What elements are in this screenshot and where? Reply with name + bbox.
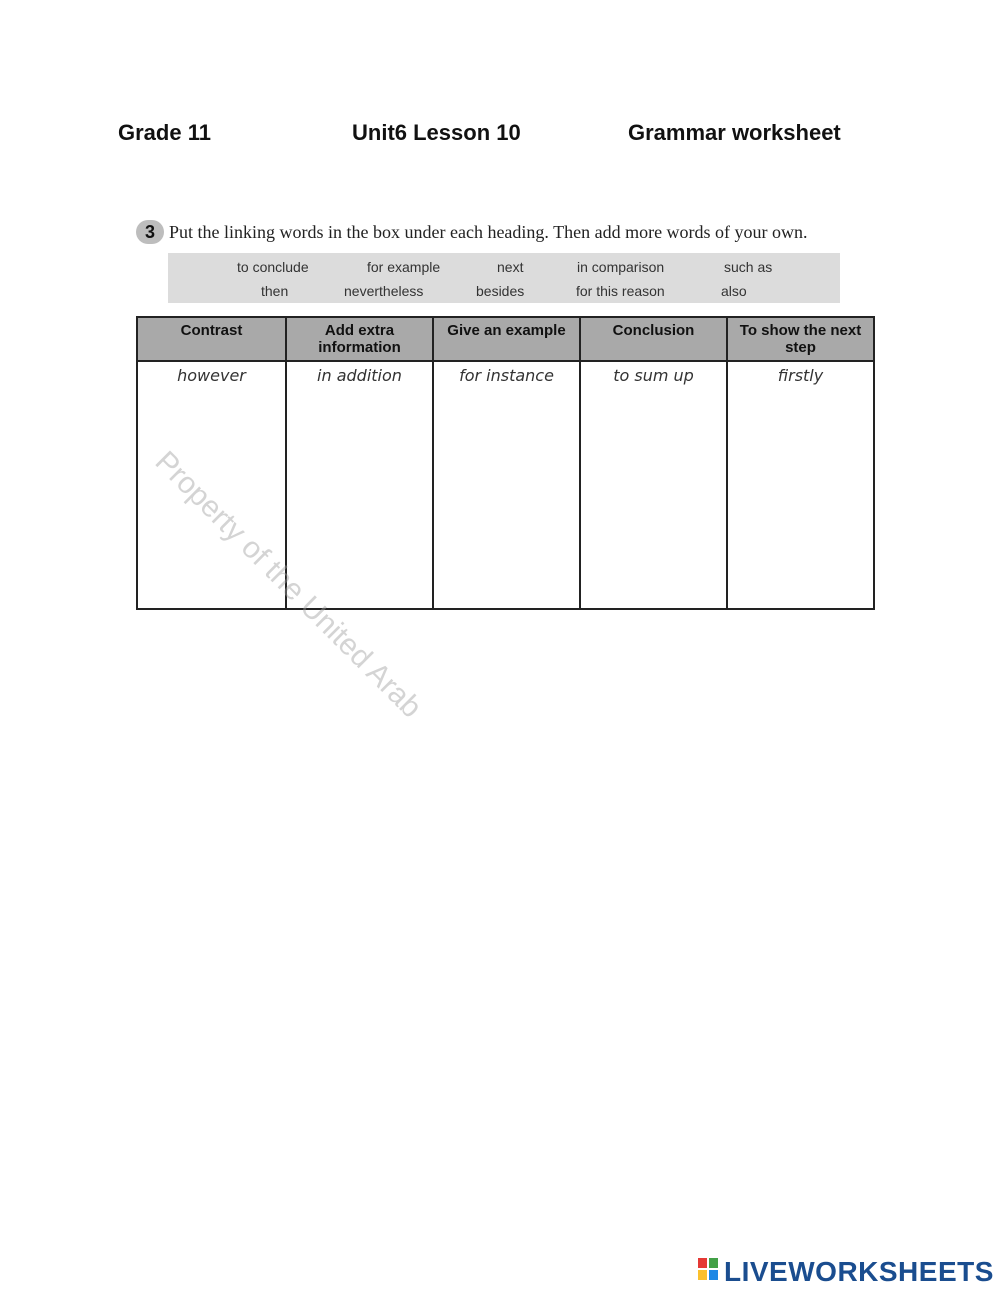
column-to-show-the-next-step: [728, 318, 873, 608]
unit-lesson-label: Unit6 Lesson 10: [352, 120, 521, 145]
word-box-item: for example: [367, 259, 441, 275]
column-example-answer[interactable]: firstly: [777, 366, 824, 385]
property-watermark: Property of the United Arab: [148, 444, 428, 725]
exercise-number-badge: 3: [136, 220, 164, 244]
word-box-item: nevertheless: [344, 283, 424, 299]
column-example-answer[interactable]: for instance: [459, 366, 554, 385]
word-box-item: such as: [724, 259, 773, 275]
word-box-item: besides: [476, 283, 525, 299]
worksheet-header: [0, 120, 1000, 150]
column-heading: To show the next step: [728, 318, 873, 362]
word-box-item: to conclude: [237, 259, 309, 275]
word-box-item: next: [497, 259, 524, 275]
column-example-answer[interactable]: however: [177, 366, 246, 385]
column-add-extra-information: [287, 318, 434, 608]
logo-square: [698, 1270, 707, 1280]
column-example-answer[interactable]: to sum up: [613, 366, 694, 385]
column-give-an-example: [434, 318, 581, 608]
logo-square: [709, 1270, 718, 1280]
exercise-instruction: [136, 220, 876, 246]
linking-words-box: [168, 253, 840, 303]
worksheet-title: Grammar worksheet: [628, 120, 841, 145]
instruction-text: Put the linking words in the box under each heading. Then add more words of your own.: [169, 222, 808, 242]
logo-square: [709, 1258, 718, 1268]
grade-label: Grade 11: [118, 120, 211, 145]
column-contrast: [138, 318, 287, 608]
column-example-answer[interactable]: in addition: [317, 366, 402, 385]
column-conclusion: [581, 318, 728, 608]
column-heading: Give an example: [434, 318, 579, 362]
word-box-item: then: [261, 283, 289, 299]
liveworksheets-logo-icon: [698, 1258, 720, 1282]
word-box-item: also: [721, 283, 747, 299]
column-heading: Add extra information: [287, 318, 432, 362]
linking-words-table: [136, 316, 875, 610]
word-box-item: in comparison: [577, 259, 665, 275]
column-heading: Contrast: [138, 318, 285, 362]
column-heading: Conclusion: [581, 318, 726, 362]
logo-square: [698, 1258, 707, 1268]
logo-wordmark: LIVEWORKSHEETS: [724, 1256, 994, 1287]
word-box-item: for this reason: [576, 283, 665, 299]
